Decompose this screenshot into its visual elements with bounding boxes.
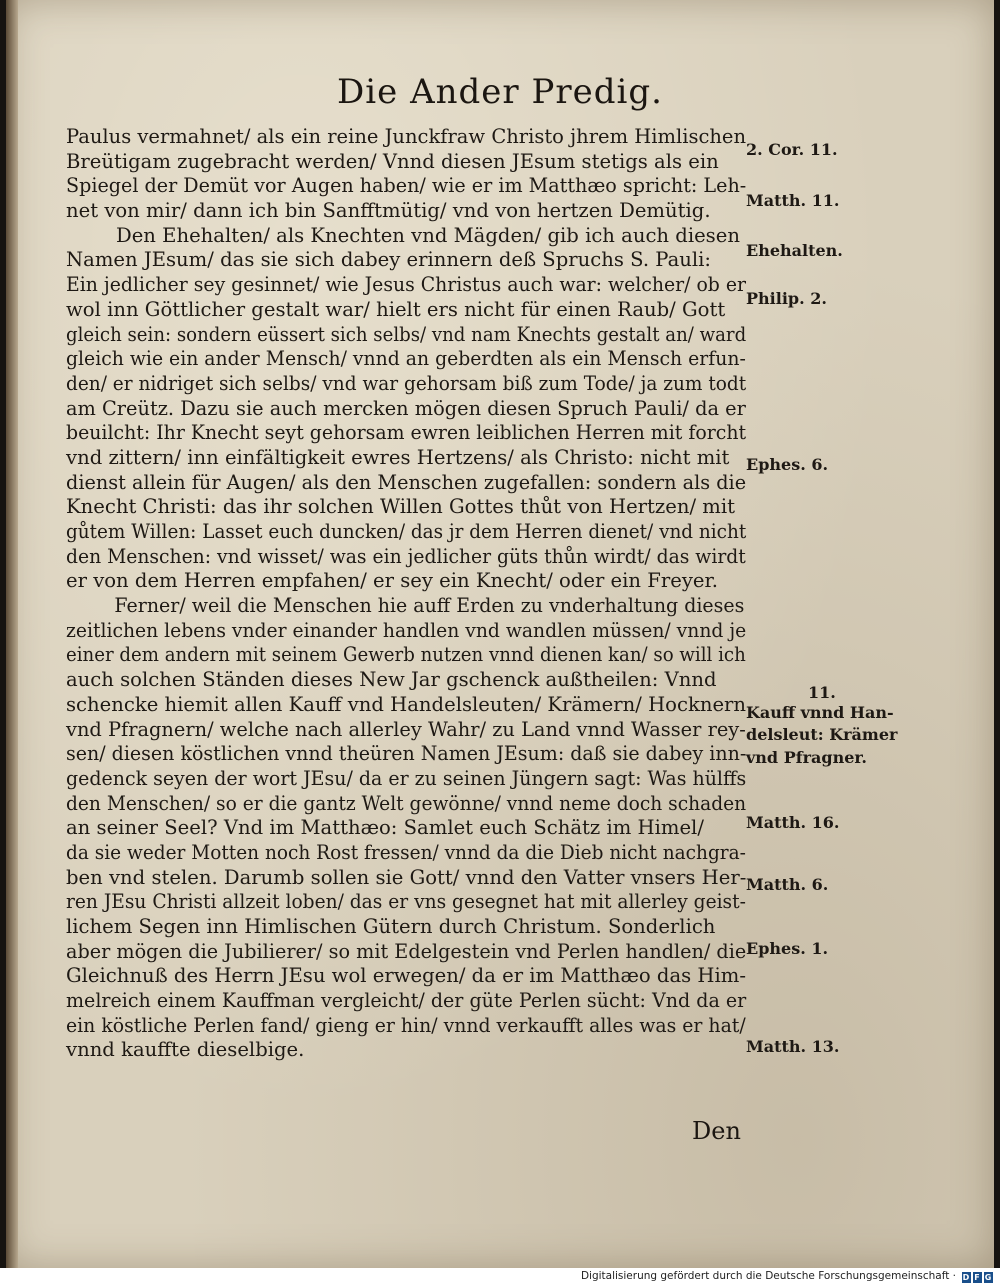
marginal-note: Ephes. 1. <box>746 939 829 958</box>
funding-credit: Digitalisierung gefördert durch die Deutsche Forschungsgemeinschaft · <box>580 1270 956 1282</box>
text-line: Paulus vermahnet/ als ein reine Junckfraw Christo jhrem Himlischen <box>66 125 747 148</box>
marginal-note: vnd Pfragner. <box>746 748 867 767</box>
marginal-note: delsleut: Krämer <box>746 725 898 744</box>
text-line: aber mögen die Jubilierer/ so mit Edelgestein vnd Perlen handlen/ die <box>66 939 747 963</box>
text-line: zeitlichen lebens vnder einander handlen vnd wandlen müssen/ vnnd je <box>66 618 747 642</box>
text-line: dienst allein für Augen/ als den Menschen zugefallen: sondern als die <box>66 470 747 494</box>
text-line: beuilcht: Ihr Knecht seyt gehorsam ewren leiblichen Herren mit forcht <box>66 421 747 445</box>
text-line: Knecht Christi: das ihr solchen Willen Gottes thůt von Hertzen/ mit <box>66 495 736 519</box>
marginal-note: Philip. 2. <box>746 289 827 308</box>
text-line: einer dem andern mit seinem Gewerb nutzen vnnd dienen kan/ so will ich <box>66 643 746 667</box>
text-line: Den Ehehalten/ als Knechten vnd Mägden/ gib ich auch diesen <box>116 223 740 247</box>
text-line: ein köstliche Perlen fand/ gieng er hin/ vnnd verkaufft alles was er hat/ <box>66 1013 746 1037</box>
text-line: Spiegel der Demüt vor Augen haben/ wie er im Matthæo spricht: Leh- <box>66 174 747 198</box>
marginal-note: Matth. 6. <box>746 875 829 894</box>
text-line: schencke hiemit allen Kauff vnd Handelsleuten/ Krämern/ Hocknern <box>66 692 747 716</box>
text-line: den Menschen/ so er die gantz Welt gewönne/ vnnd neme doch schaden <box>66 791 747 815</box>
text-line: ren JEsu Christi allzeit loben/ das er vns gesegnet hat mit allerley geist- <box>66 890 746 914</box>
text-line: gleich wie ein ander Mensch/ vnnd an geberdten als ein Mensch erfun- <box>66 347 746 371</box>
text-line: wol inn Göttlicher gestalt war/ hielt ers nicht für einen Raub/ Gott <box>66 297 726 321</box>
marginal-note: Matth. 11. <box>746 191 840 210</box>
text-line: den Menschen: vnd wisset/ was ein jedlicher güts thůn wirdt/ das wirdt <box>66 544 746 568</box>
text-line: ben vnd stelen. Darumb sollen sie Gott/ vnnd den Vatter vnsers Her- <box>66 865 747 889</box>
text-line: Gleichnuß des Herrn JEsu wol erwegen/ da er im Matthæo das Him- <box>66 964 746 988</box>
dfg-logo-letter: G <box>984 1272 992 1282</box>
text-line: lichem Segen inn Himlischen Gütern durch Christum. Sonderlich <box>66 915 716 938</box>
text-line: net von mir/ dann ich bin Sanfftmütig/ vnd von hertzen Demütig. <box>66 199 711 223</box>
text-line: gleich sein: sondern eüssert sich selbs/ vnd nam Knechts gestalt an/ ward <box>66 322 747 346</box>
dfg-logo-letter: F <box>974 1272 980 1282</box>
text-line: am Creütz. Dazu sie auch mercken mögen diesen Spruch Pauli/ da er <box>66 396 746 420</box>
text-line: gůtem Willen: Lasset euch duncken/ das jr dem Herren dienet/ vnd nicht <box>66 520 747 543</box>
dfg-logo-letter: D <box>962 1272 970 1282</box>
marginal-note: 2. Cor. 11. <box>746 140 838 159</box>
marginal-note: Kauff vnnd Han- <box>746 703 894 722</box>
text-line: Namen JEsum/ das sie sich dabey erinnern deß Spruchs S. Pauli: <box>66 248 712 272</box>
text-line: er von dem Herren empfahen/ er sey ein Knecht/ oder ein Freyer. <box>66 569 718 593</box>
marginal-note: Matth. 13. <box>746 1037 840 1056</box>
text-line: vnd zittern/ inn einfältigkeit ewres Hertzens/ als Christo: nicht mit <box>66 445 730 469</box>
text-line: den/ er nidriget sich selbs/ vnd war gehorsam biß zum Tode/ ja zum todt <box>66 371 747 395</box>
dfg-logo <box>960 1270 994 1284</box>
text-line: melreich einem Kauffman vergleicht/ der güte Perlen sücht: Vnd da er <box>66 989 747 1013</box>
text-line: auch solchen Ständen dieses New Jar gschenck außtheilen: Vnnd <box>66 668 717 692</box>
text-line: sen/ diesen köstlichen vnnd theüren Namen JEsum: daß sie dabey inn- <box>66 742 747 766</box>
text-line: vnnd kauffte dieselbige. <box>66 1038 305 1062</box>
marginal-note: Ehehalten. <box>746 241 843 260</box>
main-text-block <box>66 125 746 1063</box>
marginal-note: 11. <box>808 683 836 702</box>
text-line: Ferner/ weil die Menschen hie auff Erden zu vnderhaltung dieses <box>114 594 745 618</box>
text-line: Breütigam zugebracht werden/ Vnnd diesen JEsum stetigs als ein <box>66 149 719 173</box>
text-line: gedenck seyen der wort JEsu/ da er zu seinen Jüngern sagt: Was hülffs <box>66 766 747 790</box>
text-line: da sie weder Motten noch Rost fressen/ vnnd da die Dieb nicht nachgra- <box>66 840 746 864</box>
text-line: vnd Pfragnern/ welche nach allerley Wahr/ zu Land vnnd Wasser rey- <box>66 717 746 741</box>
text-line: an seiner Seel? Vnd im Matthæo: Samlet euch Schätz im Himel/ <box>66 816 704 840</box>
page-title: Die Ander Predig. <box>337 72 663 112</box>
text-line: Ein jedlicher sey gesinnet/ wie Jesus Christus auch war: welcher/ ob er <box>66 273 746 297</box>
page-binding-shadow <box>6 0 18 1268</box>
marginal-note: Ephes. 6. <box>746 455 829 474</box>
catchword: Den <box>692 1117 741 1145</box>
marginal-note: Matth. 16. <box>746 813 840 832</box>
